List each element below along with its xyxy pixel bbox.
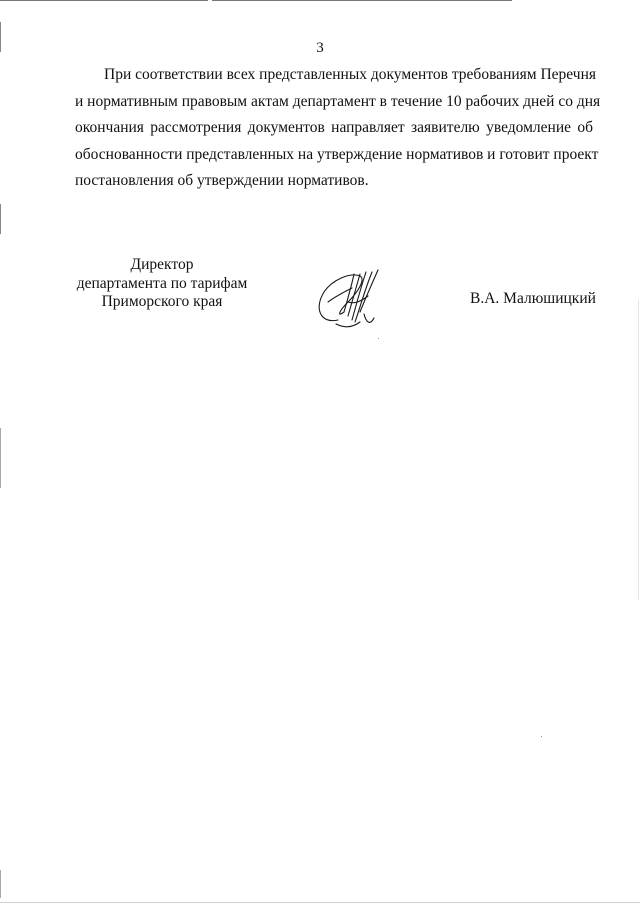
scan-edge-top-right	[212, 0, 512, 1]
handwritten-signature	[308, 262, 388, 342]
paragraph-line: и нормативным правовым актам департамент в течение 10 рабочих дней со дня	[75, 92, 601, 110]
body-paragraph	[75, 62, 601, 195]
signatory-title: Директор	[130, 256, 194, 273]
paragraph-line: окончания рассмотрения документов направляет заявителю уведомление об	[75, 119, 593, 136]
scan-edge-top-left	[0, 0, 208, 1]
scan-edge-bottom	[0, 902, 640, 903]
scan-edge-mark	[0, 870, 1, 898]
signatory-position	[62, 256, 262, 312]
signatory-region: Приморского края	[101, 293, 223, 310]
signer-name: В.А. Малюшицкий	[470, 290, 596, 307]
scan-edge-mark	[0, 428, 1, 488]
scan-edge-mark	[0, 204, 1, 234]
signatory-department: департамента по тарифам	[76, 274, 248, 292]
paragraph-line: При соответствии всех представленных документов требованиям Перечня	[104, 66, 597, 83]
page-number: 3	[316, 40, 324, 56]
scan-speck	[378, 338, 379, 339]
scan-edge-mark	[638, 300, 639, 600]
paragraph-line: обоснованности представленных на утверждение нормативов и готовит проект	[75, 145, 599, 163]
paragraph-line: постановления об утверждении нормативов.	[75, 172, 369, 189]
scan-speck	[541, 736, 542, 737]
